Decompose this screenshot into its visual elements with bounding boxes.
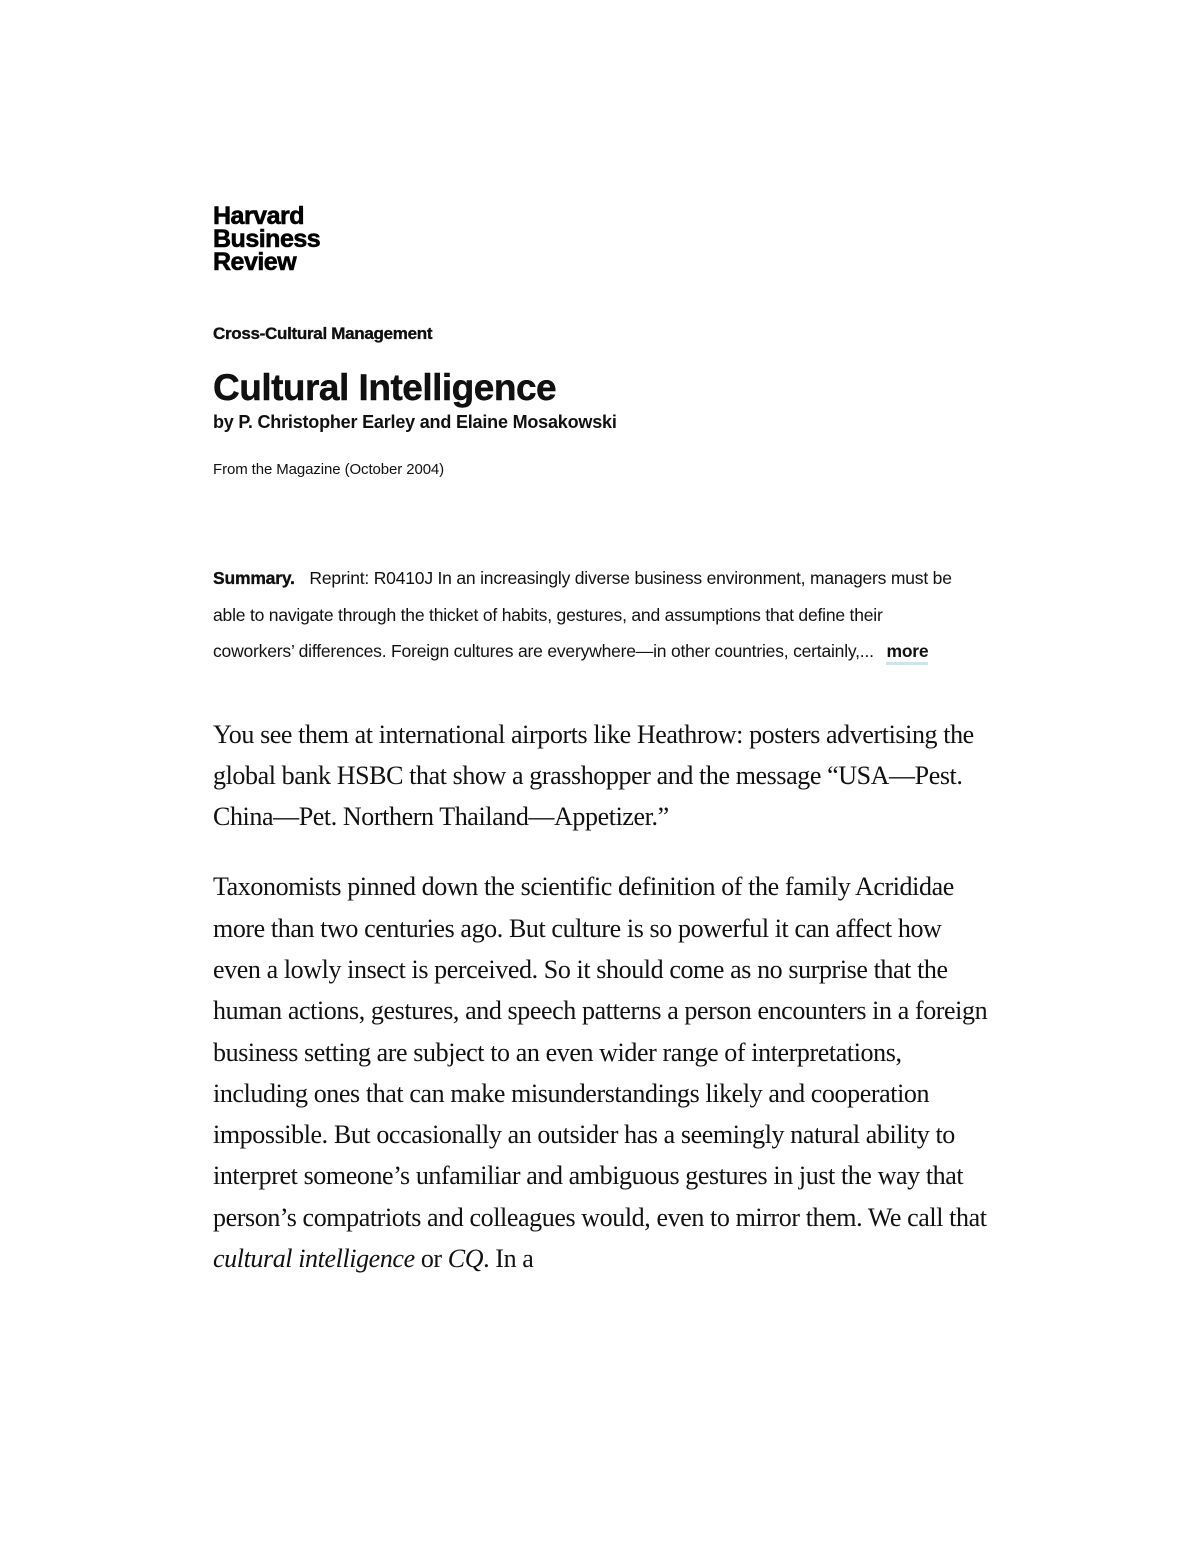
body-paragraph-2-emphasis-2: CQ [447, 1244, 484, 1274]
article-source: From the Magazine (October 2004) [213, 461, 445, 478]
article-byline: by P. Christopher Earley and Elaine Mosakowski [213, 412, 617, 432]
summary-label: Summary. [213, 568, 295, 588]
body-paragraph-2-emphasis-1: cultural intelligence [213, 1244, 415, 1274]
article-title: Cultural Intelligence [213, 367, 557, 408]
topic-link[interactable]: Cross-Cultural Management [213, 324, 433, 343]
summary-text: Reprint: R0410J In an increasingly diverse business environment, managers must be able to navigate through the thicket of habits, gestures, and assumptions that define their coworkers’ differences. Foreign cultures are everywhere—in other countries, certainly,... [213, 568, 952, 661]
body-paragraph-2-text-b: or [414, 1244, 448, 1274]
summary-block [213, 560, 953, 670]
hbr-logo[interactable] [213, 202, 353, 276]
logo-line-1: Harvard [213, 202, 304, 230]
logo-line-3: Review [213, 248, 297, 276]
summary-more-link[interactable]: more [886, 641, 928, 665]
article-page [213, 202, 1003, 1279]
body-paragraph-1: You see them at international airports like Heathrow: posters advertising the global bank HSBC that show a grasshopper and the message “USA—Pest. China—Pet. Northern Thailand—Appetizer.” [213, 719, 974, 832]
body-paragraph-2 [213, 866, 993, 1279]
body-paragraph-2-text-c: . In a [483, 1244, 534, 1274]
logo-line-2: Business [213, 225, 321, 253]
body-paragraph-2-text-a: Taxonomists pinned down the scientific definition of the family Acrididae more than two centuries ago. But culture is so powerful it can affect how even a lowly insect is perceived. So it should come as no surprise that the human actions, gestures, and speech patterns a person encounters in a foreign business setting are subject to an even wider range of interpretations, including ones that can make misunderstandings likely and cooperation impossible. But occasionally an outsider has a seemingly natural ability to interpret someone’s unfamiliar and ambiguous gestures in just the way that person’s compatriots and colleagues would, even to mirror them. We call that [213, 872, 988, 1232]
